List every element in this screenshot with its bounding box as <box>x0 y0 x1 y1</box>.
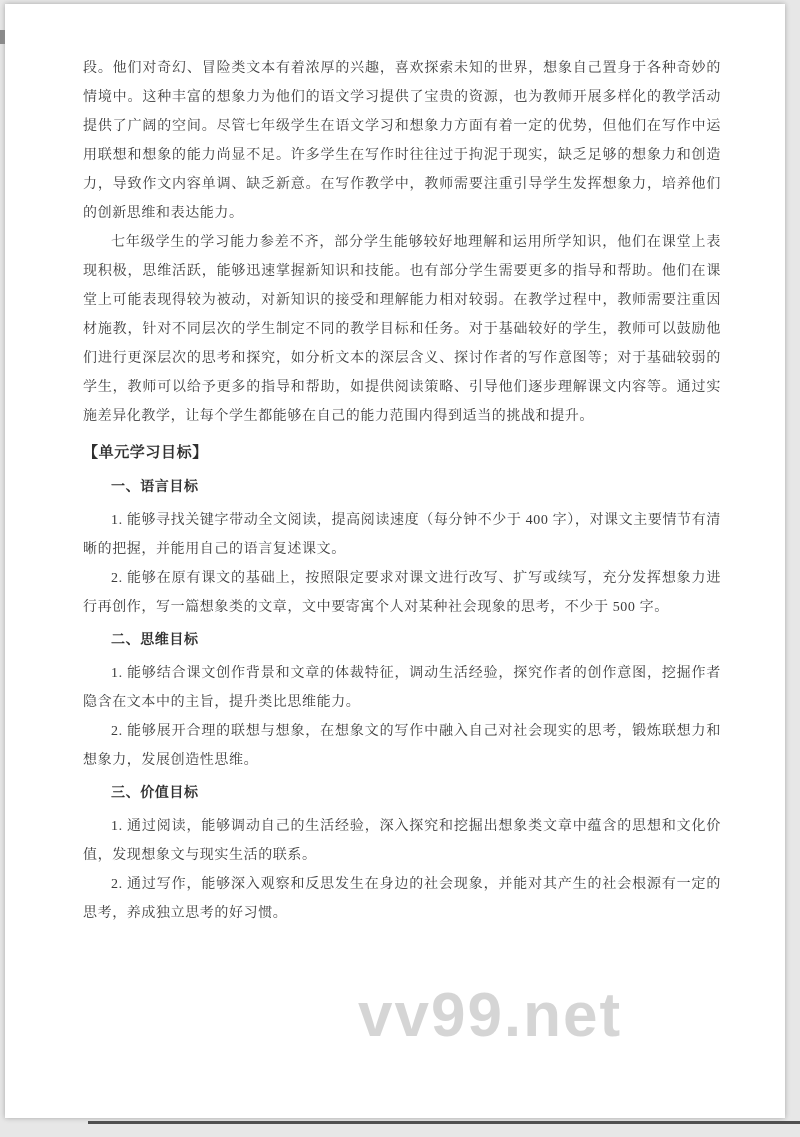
document-page <box>5 4 785 1118</box>
value-goal-item-2: 2. 通过写作，能够深入观察和反思发生在身边的社会现象，并能对其产生的社会根源有一定的思考，养成独立思考的好习惯。 <box>83 877 721 921</box>
language-goal-item-2: 2. 能够在原有课文的基础上，按照限定要求对课文进行改写、扩写或续写，充分发挥想象力进行再创作，写一篇想象类的文章，文中要寄寓个人对某种社会现象的思考，不少于 500 字。 <box>83 571 721 615</box>
subheading-thinking-goals: 二、思维目标 <box>111 633 199 648</box>
language-goal-item-1: 1. 能够寻找关键字带动全文阅读，提高阅读速度（每分钟不少于 400 字），对课文主要情节有清晰的把握，并能用自己的语言复述课文。 <box>83 513 721 557</box>
subheading-language-goals: 一、语言目标 <box>111 480 199 495</box>
watermark: vv99.net <box>358 981 623 1050</box>
value-goal-item-1: 1. 通过阅读，能够调动自己的生活经验，深入探究和挖掘出想象类文章中蕴含的思想和文化价值，发现想象文与现实生活的联系。 <box>83 819 721 863</box>
thinking-goal-item-1: 1. 能够结合课文创作背景和文章的体裁特征，调动生活经验，探究作者的创作意图，挖掘作者隐含在文本中的主旨，提升类比思维能力。 <box>83 666 721 710</box>
section-heading-unit-learning-goals: 【单元学习目标】 <box>83 445 208 461</box>
thinking-goal-item-2: 2. 能够展开合理的联想与想象，在想象文的写作中融入自己对社会现实的思考，锻炼联想力和想象力，发展创造性思维。 <box>83 724 721 768</box>
paragraph-student-imagination: 段。他们对奇幻、冒险类文本有着浓厚的兴趣，喜欢探索未知的世界，想象自己置身于各种奇妙的情境中。这种丰富的想象力为他们的语文学习提供了宝贵的资源，也为教师开展多样化的教学活动提供了广阔的空间。尽管七年级学生在语文学习和想象力方面有着一定的优势，但他们在写作中运用联想和想象的能力尚显不足。许多学生在写作时往往过于拘泥于现实，缺乏足够的想象力和创造力，导致作文内容单调、缺乏新意。在写作教学中，教师需要注重引导学生发挥想象力，培养他们的创新思维和表达能力。 <box>83 61 721 221</box>
subheading-value-goals: 三、价值目标 <box>111 786 199 801</box>
document-content <box>5 4 785 928</box>
scan-edge-mark <box>0 30 5 44</box>
scan-edge-line <box>88 1121 800 1124</box>
paragraph-student-ability: 七年级学生的学习能力参差不齐，部分学生能够较好地理解和运用所学知识，他们在课堂上表现积极，思维活跃，能够迅速掌握新知识和技能。也有部分学生需要更多的指导和帮助。他们在课堂上可能表现得较为被动，对新知识的接受和理解能力相对较弱。在教学过程中，教师需要注重因材施教，针对不同层次的学生制定不同的教学目标和任务。对于基础较好的学生，教师可以鼓励他们进行更深层次的思考和探究，如分析文本的深层含义、探讨作者的写作意图等；对于基础较弱的学生，教师可以给予更多的指导和帮助，如提供阅读策略、引导他们逐步理解课文内容等。通过实施差异化教学，让每个学生都能够在自己的能力范围内得到适当的挑战和提升。 <box>83 235 721 424</box>
